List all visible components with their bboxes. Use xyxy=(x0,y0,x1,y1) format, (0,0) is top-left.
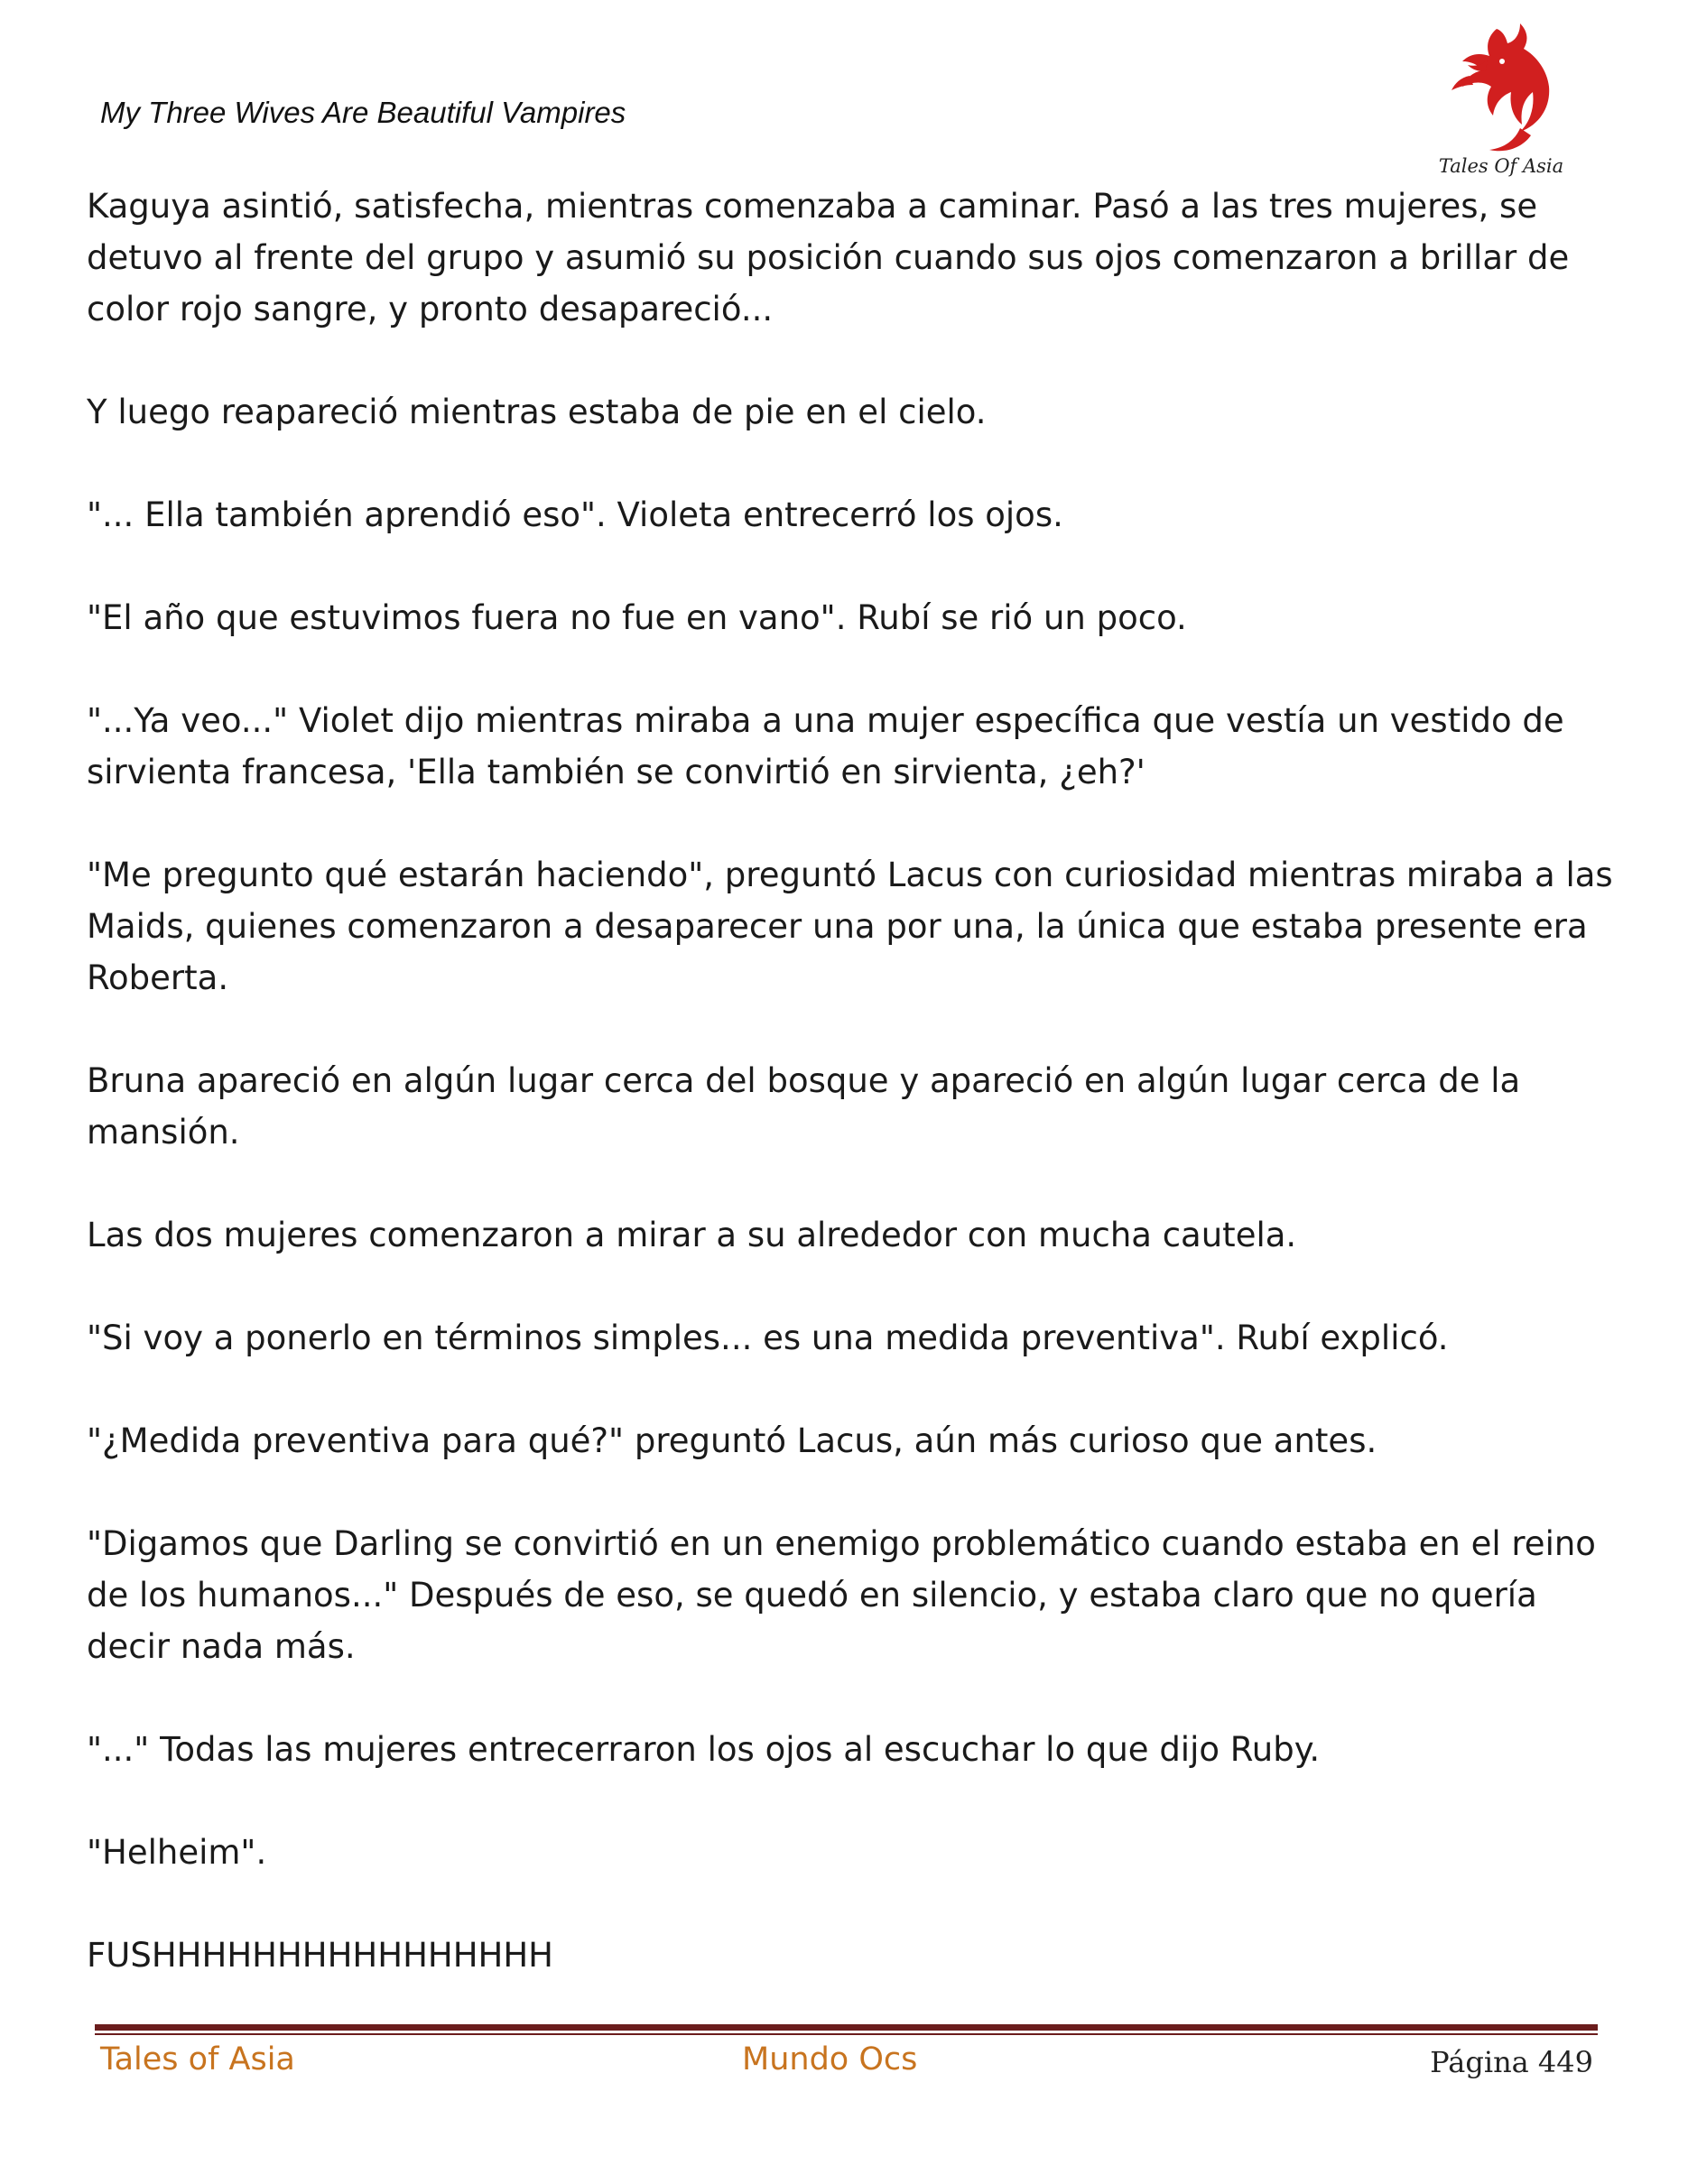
paragraph: Bruna apareció en algún lugar cerca del bosque y apareció en algún lugar cerca de la mansión. xyxy=(87,1061,1521,1152)
paragraph: "Si voy a ponerlo en términos simples... es una medida preventiva". Rubí explicó. xyxy=(87,1319,1449,1357)
header-title: My Three Wives Are Beautiful Vampires xyxy=(100,96,626,129)
paragraph: "Digamos que Darling se convirtió en un enemigo problemático cuando estaba en el reino de los humanos..." Después de eso, se quedó en silencio, y estaba claro que no quería decir nada más. xyxy=(87,1524,1596,1666)
paragraph: Las dos mujeres comenzaron a mirar a su alrededor con mucha cautela. xyxy=(87,1216,1297,1254)
paragraph: Y luego reapareció mientras estaba de pie en el cielo. xyxy=(87,393,987,431)
logo xyxy=(1433,20,1569,182)
document-body xyxy=(87,180,1621,2032)
paragraph: "...Ya veo..." Violet dijo mientras miraba a una mujer específica que vestía un vestido de sirvienta francesa, 'Ella también se convirtió en sirvienta, ¿eh?' xyxy=(87,701,1564,791)
footer-rule xyxy=(95,2024,1598,2031)
footer-site-name: Tales of Asia xyxy=(100,2041,295,2078)
paragraph: "... Ella también aprendió eso". Violeta entrecerró los ojos. xyxy=(87,495,1063,534)
paragraph: "El año que estuvimos fuera no fue en vano". Rubí se rió un poco. xyxy=(87,598,1187,637)
paragraph: "¿Medida preventiva para qué?" preguntó Lacus, aún más curioso que antes. xyxy=(87,1421,1377,1460)
footer-section: Mundo Ocs xyxy=(742,2041,918,2078)
footer-rule-thin xyxy=(95,2033,1598,2035)
paragraph: "..." Todas las mujeres entrecerraron los ojos al escuchar lo que dijo Ruby. xyxy=(87,1730,1321,1769)
paragraph: "Helheim". xyxy=(87,1833,267,1872)
logo-text: Tales Of Asia xyxy=(1438,155,1564,177)
red-dragon-icon xyxy=(1433,20,1569,160)
paragraph: FUSHHHHHHHHHHHHHHHH xyxy=(87,1936,554,1975)
paragraph: "Me pregunto qué estarán haciendo", preguntó Lacus con curiosidad mientras miraba a las Maids, quienes comenzaron a desaparecer una por una, la única que estaba presente era Roberta. xyxy=(87,856,1613,997)
page-number: Página 449 xyxy=(1430,2045,1593,2079)
paragraph: Kaguya asintió, satisfecha, mientras comenzaba a caminar. Pasó a las tres mujeres, se detuvo al frente del grupo y asumió su posición cuando sus ojos comenzaron a brillar de color rojo sangre, y pronto desapareció... xyxy=(87,187,1570,329)
